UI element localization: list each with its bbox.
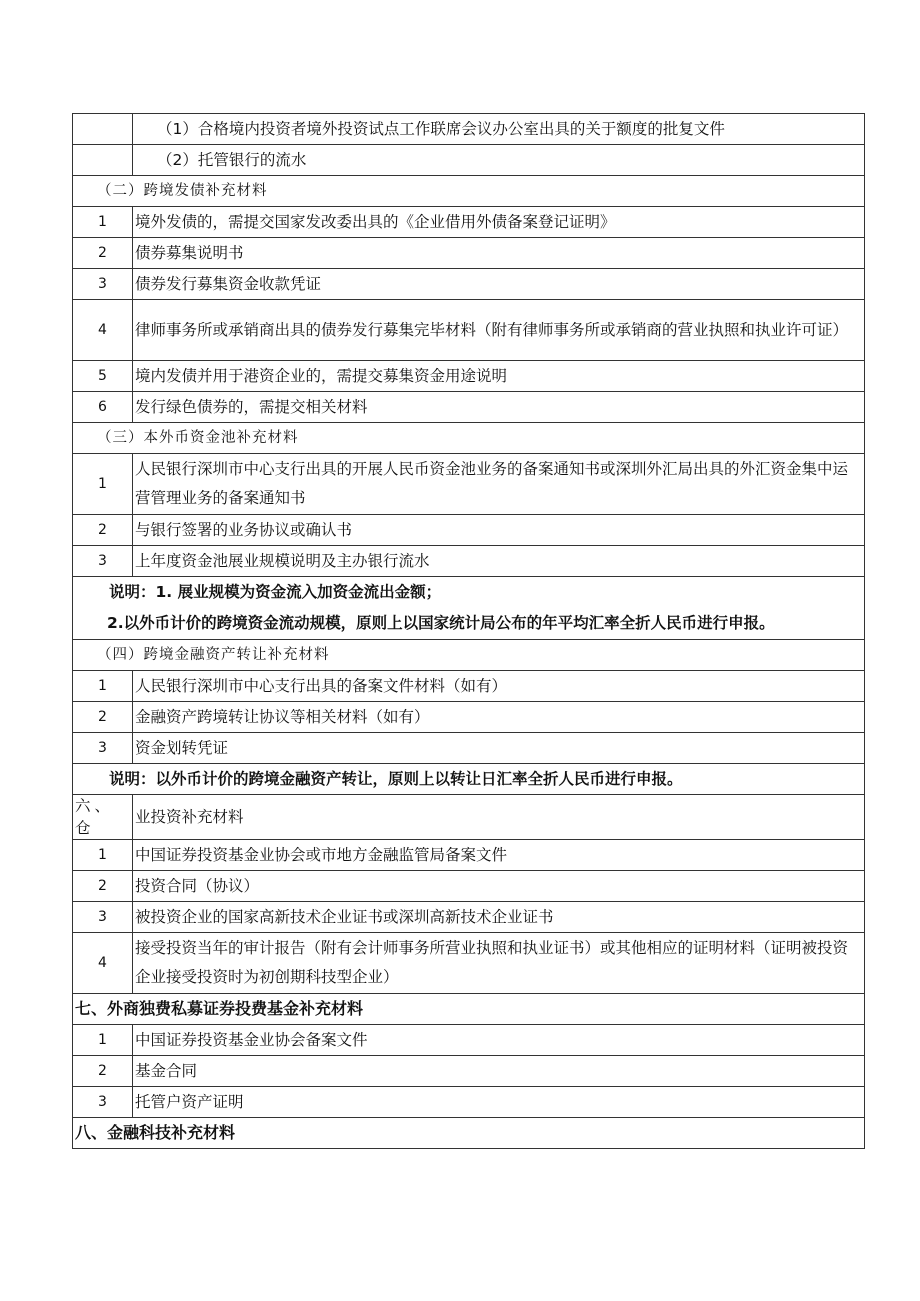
row-number-cell [73,114,133,145]
section-title: （四）跨境金融资产转让补充材料 [73,640,865,671]
section-header-asset [73,640,865,671]
table-row [73,733,865,764]
row-number-cell: 3 [73,269,133,300]
row-number-cell: 2 [73,702,133,733]
pool-note-2: 2.以外币计价的跨境资金流动规模，原则上以国家统计局公布的年平均汇率全折人民币进行申报。 [107,614,775,632]
table-row [73,871,865,902]
row-number-cell: 5 [73,361,133,392]
row-number-cell: 1 [73,671,133,702]
row-number-cell: 2 [73,515,133,546]
section-title-right: 业投资补充材料 [133,795,865,840]
row-number-cell: 2 [73,871,133,902]
row-text-cell: 境内发债并用于港资企业的，需提交募集资金用途说明 [133,361,865,392]
asset-note: 说明：以外币计价的跨境金融资产转让，原则上以转让日汇率全折人民币进行申报。 [73,764,865,795]
table-row [73,145,865,176]
row-text-cell: 债券发行募集资金收款凭证 [133,269,865,300]
row-number-cell: 2 [73,1056,133,1087]
table-row [73,454,865,515]
table-row [73,1025,865,1056]
pool-note-1: 说明：1. 展业规模为资金流入加资金流出金额； [109,583,442,601]
row-text-cell: 中国证券投资基金业协会或市地方金融监管局备案文件 [133,840,865,871]
row-text-cell: 律师事务所或承销商出具的债券发行募集完毕材料（附有律师事务所或承销商的营业执照和执业许可证） [133,300,865,361]
table-row [73,392,865,423]
table-row [73,902,865,933]
row-number-cell: 6 [73,392,133,423]
table-row [73,515,865,546]
table-row [73,840,865,871]
table-row [73,300,865,361]
table-row [73,671,865,702]
row-text-cell: （1）合格境内投资者境外投资试点工作联席会议办公室出具的关于额度的批复文件 [133,114,865,145]
row-text-cell: 人民银行深圳市中心支行出具的开展人民币资金池业务的备案通知书或深圳外汇局出具的外汇资金集中运营管理业务的备案通知书 [133,454,865,515]
row-number-cell: 3 [73,733,133,764]
table-row [73,361,865,392]
section-header-bond [73,176,865,207]
row-text-cell: 境外发债的，需提交国家发改委出具的《企业借用外债备案登记证明》 [133,207,865,238]
section-title: （二）跨境发债补充材料 [73,176,865,207]
table-row [73,238,865,269]
section-header-fintech [73,1118,865,1149]
section-title-left: 六、仓 [73,795,133,840]
row-text-cell: 基金合同 [133,1056,865,1087]
note-row [73,577,865,640]
row-text-cell: 接受投资当年的审计报告（附有会计师事务所营业执照和执业证书）或其他相应的证明材料（证明被投资企业接受投资时为初创期科技型企业） [133,933,865,994]
section-title: 八、金融科技补充材料 [73,1118,865,1149]
row-text-cell: 中国证券投资基金业协会备案文件 [133,1025,865,1056]
table-row [73,207,865,238]
table-row [73,546,865,577]
materials-table [72,113,865,1149]
row-number-cell: 3 [73,546,133,577]
row-number-cell: 1 [73,207,133,238]
row-text-cell: 投资合同（协议） [133,871,865,902]
row-number-cell [73,145,133,176]
row-number-cell: 4 [73,933,133,994]
row-number-cell: 1 [73,454,133,515]
row-text-cell: 与银行签署的业务协议或确认书 [133,515,865,546]
table-row [73,269,865,300]
row-text-cell: 发行绿色债券的，需提交相关材料 [133,392,865,423]
row-number-cell: 1 [73,1025,133,1056]
section-header-venture [73,795,865,840]
section-title: 七、外商独费私募证券投费基金补充材料 [73,994,865,1025]
row-number-cell: 3 [73,902,133,933]
row-number-cell: 4 [73,300,133,361]
row-text-cell: 人民银行深圳市中心支行出具的备案文件材料（如有） [133,671,865,702]
row-text-cell: 债券募集说明书 [133,238,865,269]
table-row [73,114,865,145]
note-row [73,764,865,795]
row-text-cell: 托管户资产证明 [133,1087,865,1118]
row-text-cell: （2）托管银行的流水 [133,145,865,176]
row-text-cell: 上年度资金池展业规模说明及主办银行流水 [133,546,865,577]
section-header-pool [73,423,865,454]
table-row [73,933,865,994]
note-cell [73,577,865,640]
table-row [73,1087,865,1118]
table-row [73,1056,865,1087]
section-header-fund [73,994,865,1025]
row-number-cell: 3 [73,1087,133,1118]
table-row [73,702,865,733]
row-text-cell: 金融资产跨境转让协议等相关材料（如有） [133,702,865,733]
row-text-cell: 资金划转凭证 [133,733,865,764]
section-title: （三）本外币资金池补充材料 [73,423,865,454]
row-number-cell: 2 [73,238,133,269]
row-text-cell: 被投资企业的国家高新技术企业证书或深圳高新技术企业证书 [133,902,865,933]
row-number-cell: 1 [73,840,133,871]
